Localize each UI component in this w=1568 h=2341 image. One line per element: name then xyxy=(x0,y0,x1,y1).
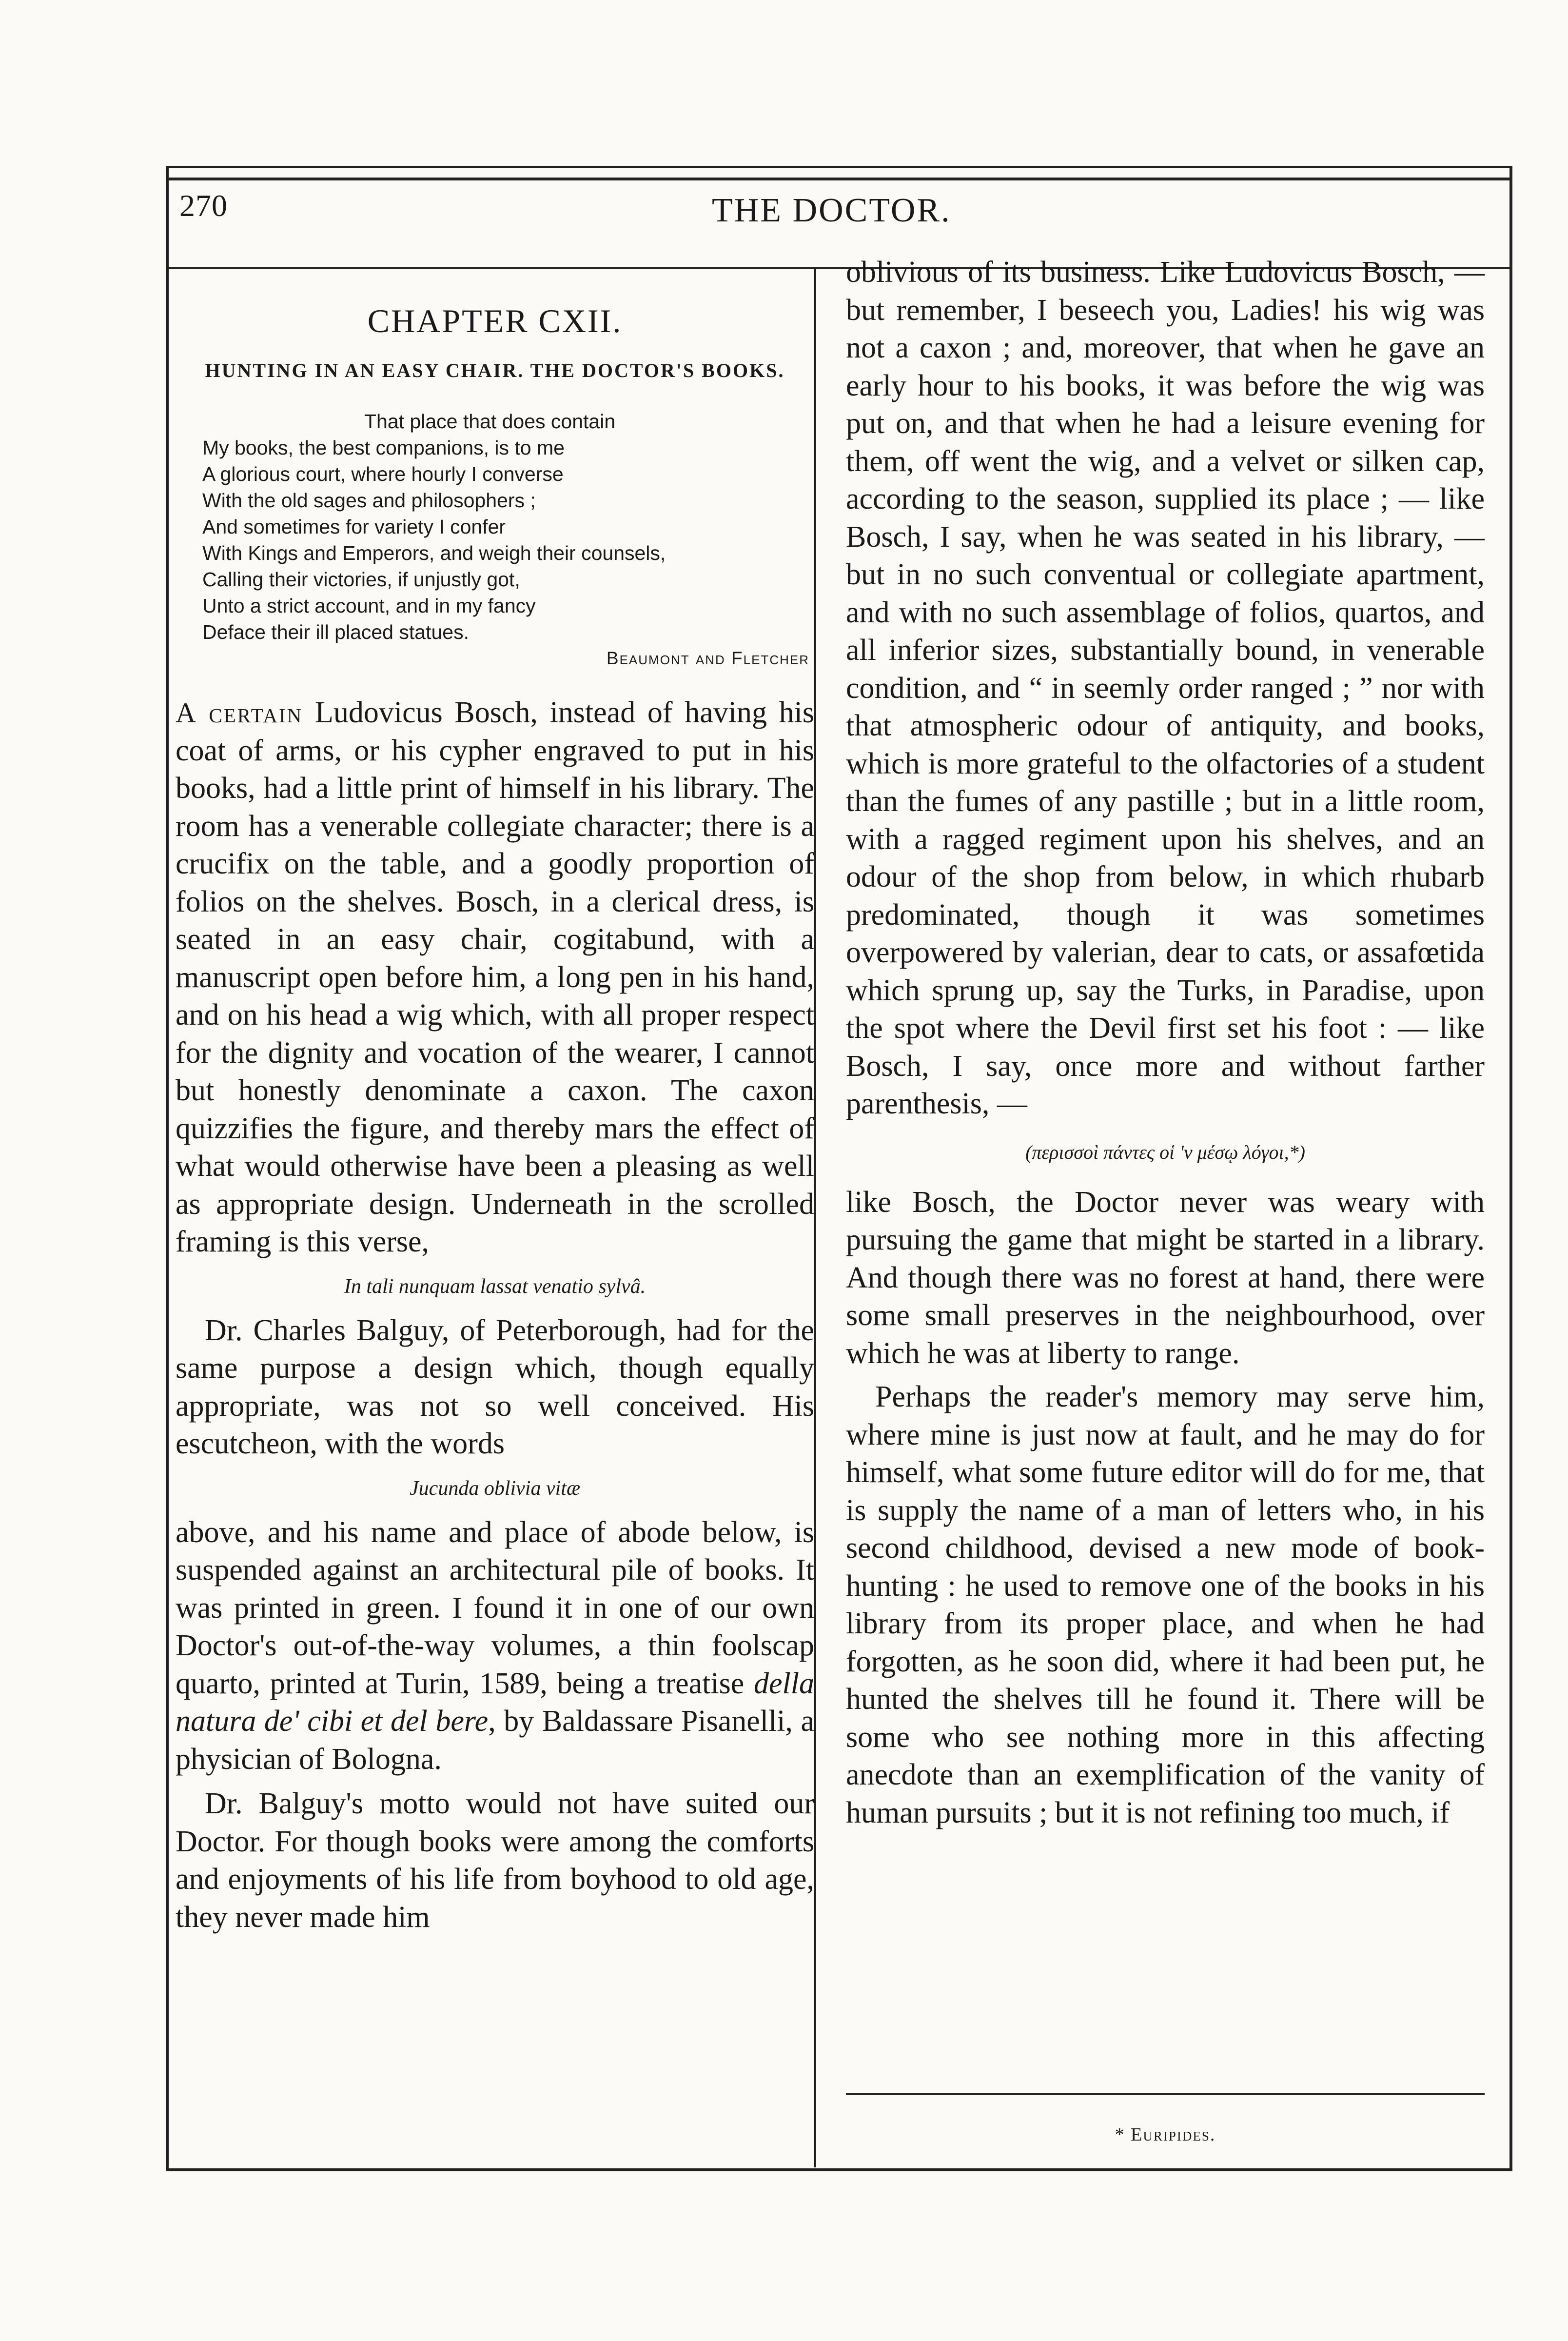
paragraph: Dr. Balguy's motto would not have suited our Doctor. For though books were among the comforts and enjoyments of his life from boyhood to old age, they never made him xyxy=(176,1787,814,1934)
paragraph-text: above, and his name and place of abode below, is suspended against an architectural pile of books. It was printed in green. I found it in one of our own Doctor's out-of-the-way volumes, a thin foolscap quarto, printed at Turin, 1589, being a treatise xyxy=(176,1515,814,1700)
epigraph-line: With Kings and Emperors, and weigh their counsels, xyxy=(202,542,666,564)
paragraph: like Bosch, the Doctor never was weary with pursuing the game that might be started in a library. And though there was no forest at hand, there were some small preserves in the neighbourhood, over which he was at liberty to range. xyxy=(846,1185,1485,1370)
footnote: * Euripides. xyxy=(1115,2124,1216,2145)
epigraph xyxy=(202,408,814,672)
epigraph-line: Unto a strict account, and in my fancy xyxy=(202,595,536,617)
epigraph-attribution: Beaumont and Fletcher xyxy=(606,648,809,668)
italic-title: della natura de' cibi et del bere xyxy=(176,1666,814,1738)
epigraph-line: A glorious court, where hourly I converse xyxy=(202,463,564,485)
epigraph-line: With the old sages and philosophers ; xyxy=(202,489,536,512)
paragraph: Dr. Charles Balguy, of Peterborough, had for the same purpose a design which, though equally appropriate, was not so well conceived. His escutcheon, with the words xyxy=(176,1313,814,1460)
column-divider xyxy=(814,269,816,2167)
motto-verse: In tali nunquam lassat venatio sylvâ. xyxy=(344,1275,646,1298)
left-column xyxy=(176,254,814,1936)
greek-quotation: (περισσοὶ πάντες οἱ 'ν μέσῳ λόγοι,*) xyxy=(1025,1141,1305,1163)
epigraph-line: That place that does contain xyxy=(364,410,616,433)
paragraph xyxy=(176,694,814,1261)
top-rule xyxy=(166,178,1509,180)
footnote-rule xyxy=(846,2093,1485,2095)
running-title: THE DOCTOR. xyxy=(712,192,951,229)
paragraph-text: , by Baldassare Pisanelli, a physician of Bologna. xyxy=(176,1705,814,1776)
right-column xyxy=(846,254,1485,1832)
motto-verse: Jucunda oblivia vitæ xyxy=(410,1477,580,1500)
chapter-title: CHAPTER CXII. xyxy=(367,302,623,339)
epigraph-line: Deface their ill placed statues. xyxy=(202,621,469,643)
paragraph: oblivious of its business. Like Ludovicus Bosch, — but remember, I beseech you, Ladies! his wig was not a caxon ; and, moreover, that when he gave an early hour to his books, it was before the wig was put on, and that when he had a leisure evening for them, off went the wig, and a velvet or silken cap, according to the season, supplied its place ; — like Bosch, I say, when he was seated in his library, — but in no such conventual or collegiate apartment, and with no such assemblage of folios, quartos, and all inferior sizes, substantially bound, in venerable condition, and “ in seemly order ranged ; ” nor with that atmospheric odour of antiquity, and books, which is more grateful to the olfactories of a student than the fumes of any pastille ; but in a little room, with a ragged regiment upon his shelves, and an odour of the shop from below, in which rhubarb predominated, though it was sometimes overpowered by valerian, dear to cats, or assafœtida which sprung up, say the Turks, in Paradise, upon the spot where the Devil first set his foot : — like Bosch, I say, once more and without farther parenthesis, — xyxy=(846,256,1485,1120)
epigraph-line: And sometimes for variety I confer xyxy=(202,516,506,538)
page-number: 270 xyxy=(179,188,228,223)
epigraph-line: Calling their victories, if unjustly got, xyxy=(202,568,520,591)
opening-small-caps: A certain xyxy=(176,697,303,729)
epigraph-line: My books, the best companions, is to me xyxy=(202,436,565,459)
paragraph xyxy=(176,1514,814,1779)
paragraph: Perhaps the reader's memory may serve him, where mine is just now at fault, and he may do for himself, what some future editor will do for me, that is supply the name of a man of letters who, in his second childhood, devised a new mode of book-hunting : he used to remove one of the books in his library from its proper place, and when he had forgotten, as he soon did, where it had been put, he hunted the shelves till he found it. There will be some who see nothing more in this affecting anecdote than an exemplification of the vanity of human pursuits ; but it is not refining too much, if xyxy=(846,1380,1485,1829)
chapter-subtitle: HUNTING IN AN EASY CHAIR. THE DOCTOR'S BOOKS. xyxy=(205,359,785,381)
top-rule-thin xyxy=(166,166,1509,168)
paragraph-text: Ludovicus Bosch, instead of having his coat of arms, or his cypher engraved to put in his books, had a little print of himself in his library. The room has a venerable collegiate character; there is a crucifix on the table, and a goodly proportion of folios on the shelves. Bosch, in a clerical dress, is seated in an easy chair, cogitabund, with a manuscript open before him, a long pen in his hand, and on his head a wig which, with all proper respect for the dignity and vocation of the wearer, I cannot but honestly denominate a caxon. The caxon quizzifies the figure, and thereby mars the effect of what would otherwise have been a pleasing as well as appropriate design. Underneath in the scrolled framing is this verse, xyxy=(176,696,814,1258)
